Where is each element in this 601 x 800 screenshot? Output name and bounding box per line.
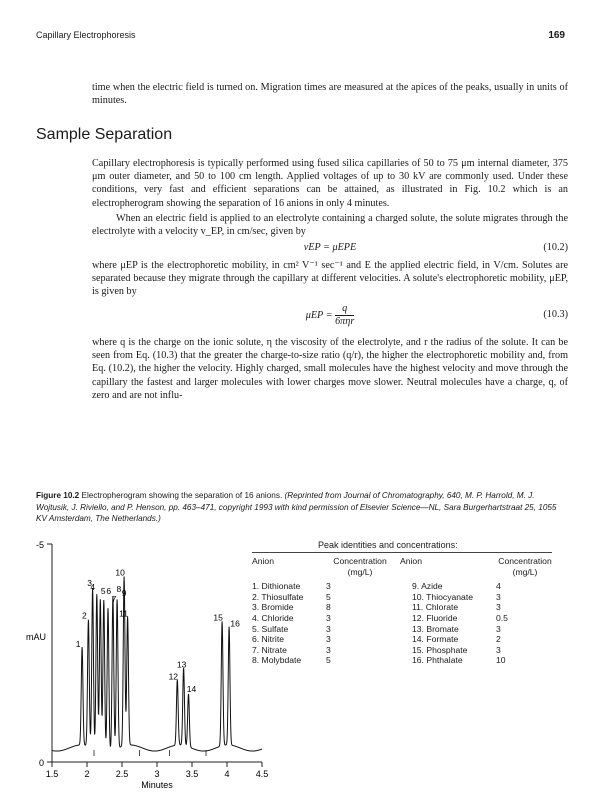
table-row — [252, 624, 560, 635]
peak-label: 2 — [82, 610, 87, 621]
page-number: 169 — [548, 30, 565, 41]
x-tick-label: 3.5 — [185, 769, 199, 779]
x-ticks — [46, 750, 269, 779]
peak-table-title: Peak identities and concentrations: — [318, 540, 458, 550]
anion-cell-right: 12. Fluoride — [412, 612, 458, 623]
conc-cell-left: 3 — [326, 623, 331, 634]
col-conc-right: Concentration — [498, 556, 552, 566]
anion-cell-left: 1. Dithionate — [252, 581, 301, 592]
anion-cell-right: 13. Bromate — [412, 623, 459, 634]
anion-cell-left: 5. Sulfate — [252, 623, 289, 634]
caption-text: Electropherogram showing the separation of 16 anions. — [79, 491, 285, 500]
peak-label: 1 — [75, 639, 81, 650]
peak-label: 3 — [87, 577, 92, 588]
peak-label: 14 — [186, 683, 197, 694]
peak-label: 4 — [90, 581, 96, 592]
anion-cell-right: 10. Thiocyanate — [412, 591, 473, 602]
x-tick-label: 1.5 — [45, 769, 59, 779]
table-unit-row — [252, 567, 560, 578]
peak-label: 7 — [111, 594, 117, 605]
anion-cell-left: 7. Nitrate — [252, 644, 287, 655]
table-row — [252, 602, 560, 613]
equation-10-3-number: (10.3) — [543, 309, 568, 320]
paragraph-4 — [92, 336, 568, 402]
anion-cell-left: 3. Bromide — [252, 602, 294, 613]
y-tick-label-top: -5 — [35, 540, 44, 550]
peak-label: 12 — [168, 671, 179, 682]
conc-cell-right: 4 — [496, 581, 501, 592]
table-row — [252, 581, 560, 592]
paragraph-2 — [92, 212, 568, 238]
unit-left: (mg/L) — [347, 566, 373, 577]
anion-cell-left: 4. Chloride — [252, 612, 294, 623]
peak-label: 6 — [106, 586, 112, 597]
paragraph-4-text: where q is the charge on the ionic solute, η the viscosity of the electrolyte, and r the radius of the solute. It can be seen from Eq. (10.3) that the greater the charge-to-size ratio (q/r), the higher the electrophoretic mobility and, from Eq. (10.2), the higher the velocity. Highly charged, small molecules have the highest velocity and move through the capillary the fastest and larger molecules with lower charges move slower. Neutral molecules have a charge, q, of zero and are not influ- — [92, 337, 568, 401]
peak-label: 10 — [115, 567, 125, 578]
anion-cell-left: 2. Thiosulfate — [252, 591, 304, 602]
conc-cell-right: 0.5 — [496, 612, 508, 623]
conc-cell-left: 5 — [326, 591, 331, 602]
peak-label: 13 — [176, 659, 187, 670]
paragraph-1 — [92, 157, 568, 210]
caption-label: Figure 10.2 — [36, 491, 80, 500]
table-header-row — [252, 556, 560, 567]
peak-label: 16 — [230, 618, 240, 629]
col-anion-right: Anion — [400, 556, 422, 566]
running-header — [36, 30, 565, 44]
x-tick-label: 3 — [154, 769, 160, 779]
table-row — [252, 645, 560, 656]
conc-cell-left: 5 — [326, 655, 331, 666]
table-row — [252, 613, 560, 624]
conc-cell-left: 8 — [326, 602, 331, 613]
anion-cell-right: 9. Azide — [412, 581, 443, 592]
peak-label: 9 — [121, 588, 127, 599]
paragraph-3 — [92, 259, 568, 299]
peak-label: 8 — [116, 584, 122, 594]
anion-cell-left: 6. Nitrite — [252, 634, 284, 645]
equation-10-3-numerator: q — [335, 303, 354, 316]
equation-10-3-expr — [92, 303, 568, 328]
anion-cell-right: 11. Chlorate — [412, 602, 459, 613]
conc-cell-right: 3 — [496, 644, 501, 655]
col-conc-left: Concentration — [333, 556, 387, 566]
anion-cell-right: 15. Phosphate — [412, 644, 468, 655]
anion-cell-right: 14. Formate — [412, 634, 459, 645]
col-anion-left: Anion — [252, 556, 274, 566]
peak-table — [252, 556, 560, 666]
caption-reprint: (Reprinted from Journal of Chromatography, 640, M. P. Harrold, M. J. Wojtusik, J. Riviello, and P. Henson, pp. 463–471, copyright 1993 with kind permission of Elsevier Science—NL, Sara Burgerhartstraat 25, 1055 KV Amsterdam, The Netherlands.) — [36, 491, 557, 523]
anion-cell-right: 16. Phthalate — [412, 655, 463, 666]
conc-cell-right: 2 — [496, 634, 501, 645]
conc-cell-left: 3 — [326, 612, 331, 623]
table-row — [252, 592, 560, 603]
peak-label: 15 — [213, 612, 223, 623]
x-axis-label: Minutes — [141, 780, 173, 790]
conc-cell-right: 3 — [496, 591, 501, 602]
x-tick-label: 4.5 — [255, 769, 269, 779]
equation-10-3-fraction — [335, 303, 354, 328]
conc-cell-left: 3 — [326, 581, 331, 592]
y-axis-label: mAU — [26, 632, 46, 642]
x-tick-label: 2 — [84, 769, 90, 779]
conc-cell-right: 10 — [496, 655, 506, 666]
paragraph-3-text: where μEP is the electrophoretic mobility, in cm² V⁻¹ sec⁻¹ and E the applied electric field, in V/cm. Solutes are separated because they migrate through the capillary at different velocities. A solute's electrophoretic mobility, μEP, is given by — [92, 260, 568, 298]
anion-cell-left: 8. Molybdate — [252, 655, 302, 666]
conc-cell-left: 3 — [326, 634, 331, 645]
section-title: Sample Separation — [36, 126, 173, 143]
figure-caption — [36, 490, 566, 525]
equation-10-3-lhs: μEP = — [305, 309, 333, 321]
unit-right: (mg/L) — [512, 566, 538, 577]
equation-10-2 — [92, 242, 568, 256]
table-row — [252, 655, 560, 666]
peak-label: 5 — [100, 586, 106, 597]
electropherogram-trace — [52, 577, 262, 752]
paragraph-1-text: Capillary electrophoresis is typically performed using fused silica capillaries of 50 to 75 μm internal diameter, 375 μm outer diameter, and 50 to 100 cm length. Applied voltages of up to 30 kV are commonly used. Under these conditions, very fast and efficient separations can be attained, as illustrated in Fig. 10.2 which is an electropherogram showing the separation of 16 anions in only 4 minutes. — [92, 158, 568, 209]
table-rule-top — [252, 552, 552, 553]
equation-10-2-number: (10.2) — [543, 242, 568, 253]
y-tick-label-zero: 0 — [38, 758, 44, 768]
running-title: Capillary Electrophoresis — [36, 30, 136, 40]
equation-10-2-expr: vEP = μEPE — [303, 242, 357, 253]
equation-10-3-denominator: 6πηr — [335, 316, 355, 327]
equation-10-3 — [92, 303, 568, 329]
x-tick-label: 2.5 — [115, 769, 129, 779]
table-row — [252, 634, 560, 645]
peak-label: 11 — [119, 608, 129, 619]
unit-spacer-right — [400, 567, 490, 578]
intro-text: time when the electric field is turned on. Migration times are measured at the apices of the peaks, usually in units of minutes. — [92, 82, 568, 107]
intro-paragraph — [92, 81, 568, 107]
conc-cell-left: 3 — [326, 644, 331, 655]
unit-spacer-left — [252, 567, 320, 578]
x-tick-label: 4 — [224, 769, 230, 779]
conc-cell-right: 3 — [496, 623, 501, 634]
conc-cell-right: 3 — [496, 602, 501, 613]
paragraph-2-text: When an electric field is applied to an electrolyte containing a charged solute, the solute migrates through the electrolyte with a velocity v_EP, in cm/sec, given by — [92, 213, 568, 238]
